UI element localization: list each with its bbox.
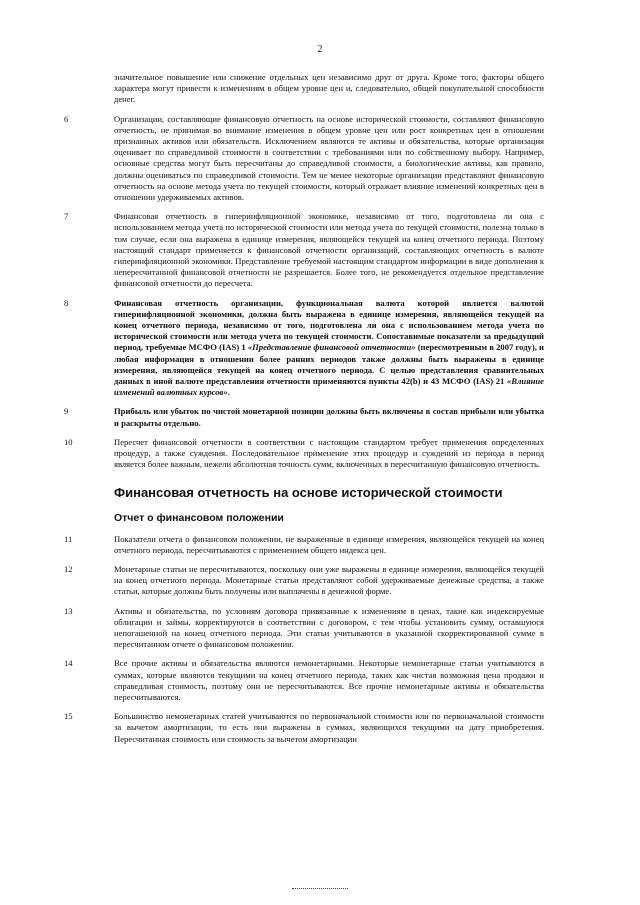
- paragraph-number: 11: [64, 533, 73, 544]
- paragraph-number: 14: [64, 658, 73, 669]
- page-number: 2: [317, 44, 323, 55]
- paragraph-8-text-3: .: [227, 387, 230, 398]
- subsection-heading: Отчет о финансовом положении: [114, 511, 284, 524]
- paragraph-9: [64, 406, 544, 428]
- paragraph-8: [64, 298, 544, 399]
- paragraph-number: 15: [64, 711, 73, 722]
- paragraph-15: [64, 711, 544, 745]
- document-body: [64, 72, 544, 753]
- section-heading: Финансовая отчетность на основе исторической стоимости: [114, 484, 503, 500]
- paragraph-5-continuation: [64, 72, 544, 106]
- paragraph-text: Большинство немонетарных статей учитываются по первоначальной стоимости или по первоначальной стоимости за вычетом амортизации, то есть они выражены в суммах, являющихся текущими на дату приобретения. Пересчитанная стоимость или стоимость за вычетом амортизации: [114, 711, 544, 744]
- paragraph-number: 9: [64, 406, 69, 417]
- paragraph-10: [64, 437, 544, 471]
- scan-artifact-mark: [292, 888, 348, 893]
- paragraph-number: 6: [64, 113, 69, 124]
- paragraph-12: [64, 564, 544, 598]
- paragraph-text: Финансовая отчетность в гиперинфляционной экономике, независимо от того, подготовлена ли она с использованием метода учета по исторической стоимости или метода учета по текущей стоимости, полезна только в том случае, если она выражена в единице измерения, являющейся текущей на конец отчетного периода. Поэтому настоящий стандарт применяется к финансовой отчетности организаций, составляющих отчетность в валюте гиперинфляционной экономики. Представление требуемой настоящим стандартом информации в виде дополнения к непересчитанной финансовой отчетности не разрешается. Более того, не рекомендуется отдельное представление финансовой отчетности до пересчета.: [114, 211, 544, 289]
- paragraph-number: 8: [64, 297, 69, 308]
- paragraph-number: 12: [64, 563, 73, 574]
- paragraph-11: [64, 534, 544, 556]
- paragraph-14: [64, 658, 544, 703]
- ias21-title: «Влияние изменений валютных курсов»: [114, 376, 544, 398]
- paragraph-text: Все прочие активы и обязательства являются немонетарными. Некоторые немонетарные статьи учитываются в суммах, которые являются текущими на конец отчетного периода, таких как чистая возможная цена продажи и справедливая стоимость, поэтому они не пересчитываются. Все прочие немонетарные активы и обязательства пересчитываются.: [114, 658, 544, 702]
- paragraph-text: Активы и обязательства, по условиям договора привязанные к изменениям в ценах, такие как индексируемые облигации и займы, корректируются в соответствии с договором, с тем чтобы установить сумму, оставшуюся непогашенной на конец отчетного периода. Эти статьи учитываются в указанной скорректированной сумме в пересчитанном отчете о финансовом положении.: [114, 605, 544, 650]
- paragraph-text: Прибыль или убыток по чистой монетарной позиции должны быть включены в состав прибыли или убытка и раскрыты отдельно.: [114, 406, 544, 428]
- paragraph-7: [64, 211, 544, 289]
- paragraph-number: 7: [64, 211, 69, 222]
- paragraph-text: Показатели отчета о финансовом положении, не выраженные в единице измерения, являющейся текущей на конец отчетного периода, пересчитываются с применением общего индекса цен.: [114, 533, 544, 555]
- paragraph-6: [64, 114, 544, 204]
- ias1-title: «Представление финансовой отчетности»: [247, 342, 416, 353]
- paragraph-8-text-2: (пересмотренным в 2007 году), и любая информация в отношении более ранних периодов также должны быть выражены в единице измерения, являющейся текущей на конец отчетного периода. С целью представления сравнительных данных в иной валюте представления отчетности применяются пункты 42(b) и 43 МСФО (IAS) 21: [114, 342, 544, 387]
- paragraph-text: Пересчет финансовой отчетности в соответствии с настоящим стандартом требует применения определенных процедур, а также суждения. Последовательное применение этих процедур и суждений из периода в период является более важным, нежели абсолютная точность сумм, включенных в пересчитанную финансовую отчетность.: [114, 436, 544, 470]
- paragraph-number: 10: [64, 436, 73, 447]
- paragraph-text: Монетарные статьи не пересчитываются, поскольку они уже выражены в единице измерения, являющейся текущей на конец отчетного периода. Монетарные статьи представляют собой удерживаемые денежные средства, а также статьи, которые должны быть получены или выплачены в денежной форме.: [114, 563, 544, 597]
- paragraph-text: значительное повышение или снижение отдельных цен независимо друг от друга. Кроме того, факторы общего характера могут привести к изменениям в общем уровне цен и, следовательно, общей покупательной способности денег.: [114, 72, 544, 105]
- paragraph-number: 13: [64, 605, 73, 616]
- paragraph-8-text-1: Финансовая отчетность организации, функциональная валюта которой является валютой гиперинфляционной экономики, должна быть выражена в единице измерения, являющейся текущей на конец отчетного периода, независимо от того, подготовлена ли она с использованием метода учета по исторической стоимости или метода учета по текущей стоимости. Сопоставимые показатели за предыдущий период, требуемые МСФО (IAS) 1: [114, 297, 544, 353]
- paragraph-13: [64, 606, 544, 651]
- paragraph-text: Организации, составляющие финансовую отчетность на основе исторической стоимости, составляют финансовую отчетность, не принимая во внимание изменения в общем уровне цен или рост конкретных цен в отношении признанных активов или обязательств. Исключением являются те активы и обязательства, которые организация оценивает по справедливой стоимости в соответствии с требованиями или по собственному выбору. Например, основные средства могут быть пересчитаны до справедливой стоимости, а биологические активы, как правило, должны оцениваться по справедливой стоимости. Тем не менее некоторые организации представляют финансовую отчетность на основе метода учета по текущей стоимости, который отражает влияние изменений конкретных цен в отношении удерживаемых активов.: [114, 113, 544, 203]
